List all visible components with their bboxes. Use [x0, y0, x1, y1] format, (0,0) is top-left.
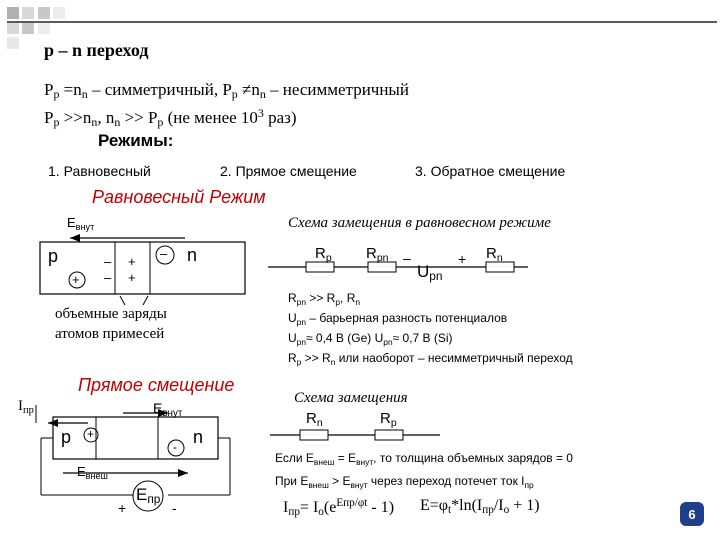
- mode-forward: 2. Прямое смещение: [220, 163, 357, 179]
- charge-minus: –: [104, 270, 112, 285]
- forward-plus-ion: +: [87, 427, 95, 441]
- charges-caption: атомов примесей: [55, 326, 165, 342]
- equilibrium-heading: Равновесный Режим: [92, 187, 266, 207]
- corner-square: [38, 22, 50, 34]
- corner-square: [38, 7, 50, 19]
- rp-label: $R_p$: [315, 245, 332, 264]
- mode-reverse: 3. Обратное смещение: [415, 163, 566, 179]
- e-internal-label: $E_{внут}$: [67, 215, 95, 232]
- n-region-label: n: [187, 245, 198, 265]
- equilibrium-scheme-title: Схема замещения в равновесном режиме: [288, 215, 551, 231]
- corner-square: [53, 7, 65, 19]
- mode-equilibrium: 1. Равновесный: [48, 163, 151, 179]
- rn-label: $R_n$: [486, 245, 503, 264]
- forward-rn-label: $R_n$: [306, 410, 323, 429]
- forward-e-internal: $E_{внут}$: [153, 400, 183, 419]
- minus-sign: –: [403, 250, 411, 266]
- forward-p-label: p: [61, 427, 72, 447]
- corner-square: [7, 22, 19, 34]
- forward-current-label: $I_{пр}$: [18, 398, 34, 416]
- forward-minus-ion: -: [173, 440, 177, 454]
- slide-title: p – n переход: [44, 40, 149, 60]
- corner-square: [7, 37, 19, 49]
- minus-ion: –: [160, 246, 168, 261]
- source-plus: +: [118, 500, 127, 516]
- modes-heading: Режимы:: [98, 131, 174, 150]
- symmetry-line: $P_p =n_n$ – симметричный, $P_p \ne n_n$ – несимметричный: [44, 80, 409, 101]
- forward-heading: Прямое смещение: [78, 375, 235, 395]
- p-region-label: p: [48, 246, 59, 266]
- upn-label: $U_{pn}$: [417, 262, 443, 283]
- equilibrium-diagram: [30, 210, 270, 310]
- forward-n-label: n: [193, 427, 204, 447]
- charge-minus: –: [104, 254, 112, 269]
- corner-square: [7, 7, 19, 19]
- forward-scheme-circuit: [270, 425, 440, 445]
- equilibrium-note: $R_{pn} >> R_p$, $R_n$: [288, 291, 361, 307]
- voltage-formula: $E=\varphi_t*\ln(I_{пр}/I_o + 1)$: [420, 497, 540, 516]
- forward-scheme-title: Схема замещения: [294, 390, 408, 406]
- forward-e-external: $E_{внеш}$: [77, 464, 108, 481]
- plus-ion: +: [72, 272, 80, 287]
- charge-plus: +: [128, 270, 136, 285]
- title-rule: [7, 21, 717, 23]
- current-formula: $I_{пр}= I_o(e^{Eпр/\varphi t} - 1)$: [283, 497, 395, 518]
- corner-square: [22, 22, 34, 34]
- forward-rp-label: $R_p$: [380, 410, 397, 429]
- corner-square: [22, 7, 34, 19]
- concentration-line: $P_p >>n_n$, $n_n >> P_p$ (не менее $10^3$ раз): [44, 106, 297, 129]
- forward-source-label: $E_{пр}$: [136, 485, 161, 506]
- source-minus: -: [172, 500, 177, 516]
- plus-sign: +: [458, 251, 467, 267]
- forward-note: Если $E_{внеш} = E_{внут}$, то толщина объемных зарядов = 0: [275, 451, 573, 467]
- charges-caption: объемные заряды: [55, 306, 167, 322]
- page-number-badge: 6: [680, 502, 704, 526]
- equilibrium-note: $U_{pn}$ – барьерная разность потенциалов: [288, 311, 508, 327]
- forward-note: При $E_{внеш} > E_{внут}$ через переход потечет ток $I_{пр}$: [275, 474, 534, 490]
- rpn-label: $R_{pn}$: [366, 245, 389, 264]
- charge-plus: +: [128, 254, 136, 269]
- equilibrium-note: $R_p >> R_n$ или наоборот – несимметричный переход: [288, 351, 573, 367]
- equilibrium-note: $U_{pn}\approx 0,4$ В (Ge) $U_{pn}\approx 0,7$ В (Si): [288, 331, 453, 347]
